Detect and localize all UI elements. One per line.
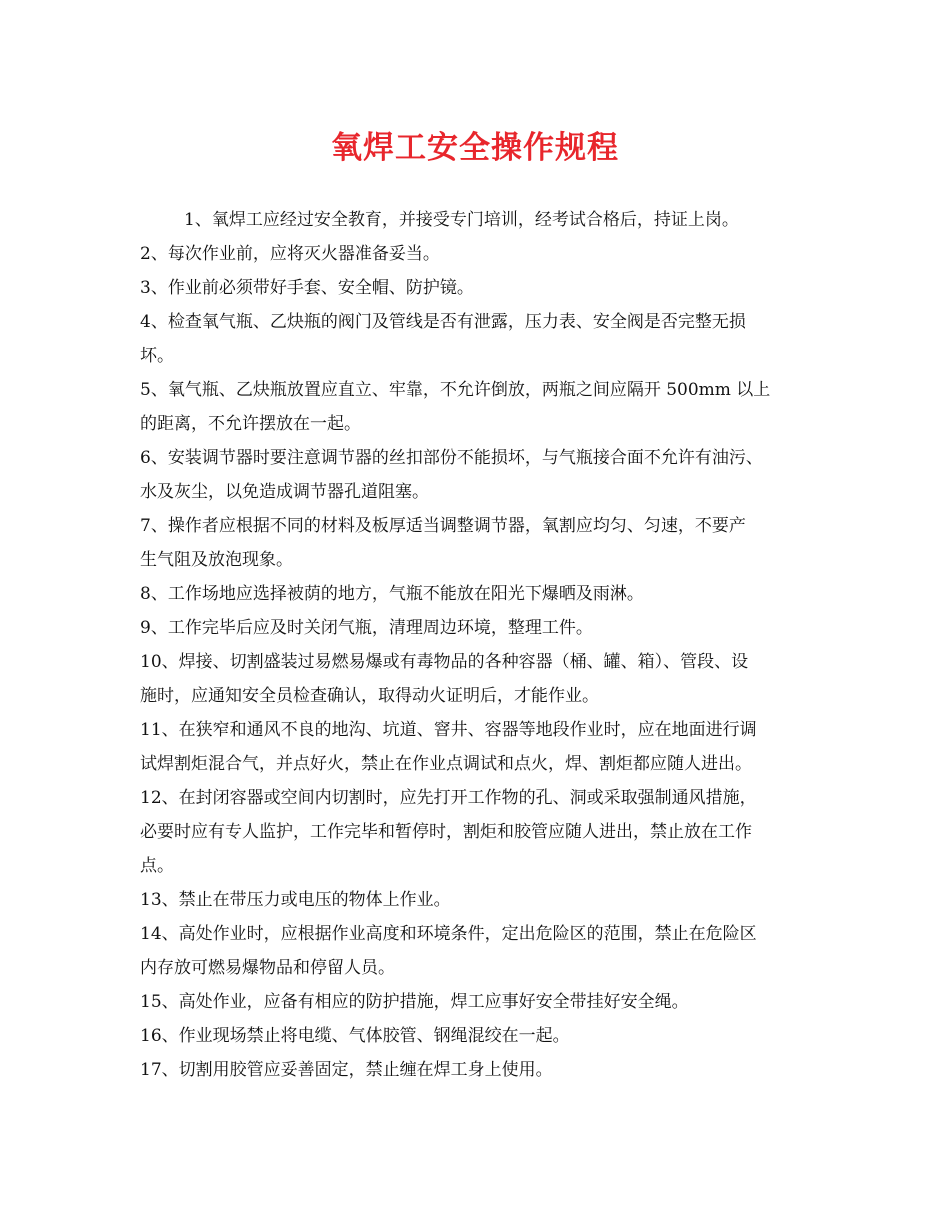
- text-line: 坏。: [140, 346, 174, 366]
- text-line: 生气阻及放泡现象。: [140, 550, 293, 570]
- text-line: 4、检查氧气瓶、乙炔瓶的阀门及管线是否有泄露，压力表、安全阀是否完整无损: [140, 312, 746, 332]
- text-line: 6、安装调节器时要注意调节器的丝扣部份不能损坏，与气瓶接合面不允许有油污、: [140, 448, 763, 468]
- text-line: 5、氧气瓶、乙炔瓶放置应直立、牢靠，不允许倒放，两瓶之间应隔开 500mm 以上: [140, 380, 771, 400]
- text-line: 点。: [140, 856, 174, 876]
- text-line: 9、工作完毕后应及时关闭气瓶，清理周边环境，整理工件。: [140, 618, 593, 638]
- text-line: 施时，应通知安全员检查确认，取得动火证明后，才能作业。: [140, 686, 599, 706]
- document-title: 氧焊工安全操作规程: [331, 130, 619, 166]
- text-line: 10、焊接、切割盛装过易燃易爆或有毒物品的各种容器（桶、罐、箱）、管段、设: [140, 652, 749, 672]
- text-line: 内存放可燃易爆物品和停留人员。: [140, 958, 395, 978]
- text-line: 的距离，不允许摆放在一起。: [140, 414, 361, 434]
- text-line: 13、禁止在带压力或电压的物体上作业。: [140, 890, 451, 910]
- text-line: 水及灰尘，以免造成调节器孔道阻塞。: [140, 482, 429, 502]
- document-body: [140, 203, 830, 1087]
- text-line: 1、氧焊工应经过安全教育，并接受专门培训，经考试合格后，持证上岗。: [184, 210, 739, 230]
- text-line: 3、作业前必须带好手套、安全帽、防护镜。: [140, 278, 474, 298]
- text-line: 试焊割炬混合气，并点好火，禁止在作业点调试和点火，焊、割炬都应随人进出。: [140, 754, 752, 774]
- text-line: 必要时应有专人监护，工作完毕和暂停时，割炬和胶管应随人进出，禁止放在工作: [140, 822, 752, 842]
- text-line: 15、高处作业，应备有相应的防护措施，焊工应事好安全带挂好安全绳。: [140, 992, 689, 1012]
- text-line: 16、作业现场禁止将电缆、气体胶管、钢绳混绞在一起。: [140, 1026, 570, 1046]
- text-line: 2、每次作业前，应将灭火器准备妥当。: [140, 244, 440, 264]
- text-line: 11、在狭窄和通风不良的地沟、坑道、窨井、容器等地段作业时，应在地面进行调: [140, 720, 757, 740]
- text-line: 14、高处作业时，应根据作业高度和环境条件，定出危险区的范围，禁止在危险区: [140, 924, 757, 944]
- text-line: 17、切割用胶管应妥善固定，禁止缠在焊工身上使用。: [140, 1060, 553, 1080]
- text-line: 12、在封闭容器或空间内切割时，应先打开工作物的孔、洞或采取强制通风措施，: [140, 788, 757, 808]
- text-line: 7、操作者应根据不同的材料及板厚适当调整调节器，氧割应均匀、匀速，不要产: [140, 516, 746, 536]
- text-line: 8、工作场地应选择被荫的地方，气瓶不能放在阳光下爆晒及雨淋。: [140, 584, 644, 604]
